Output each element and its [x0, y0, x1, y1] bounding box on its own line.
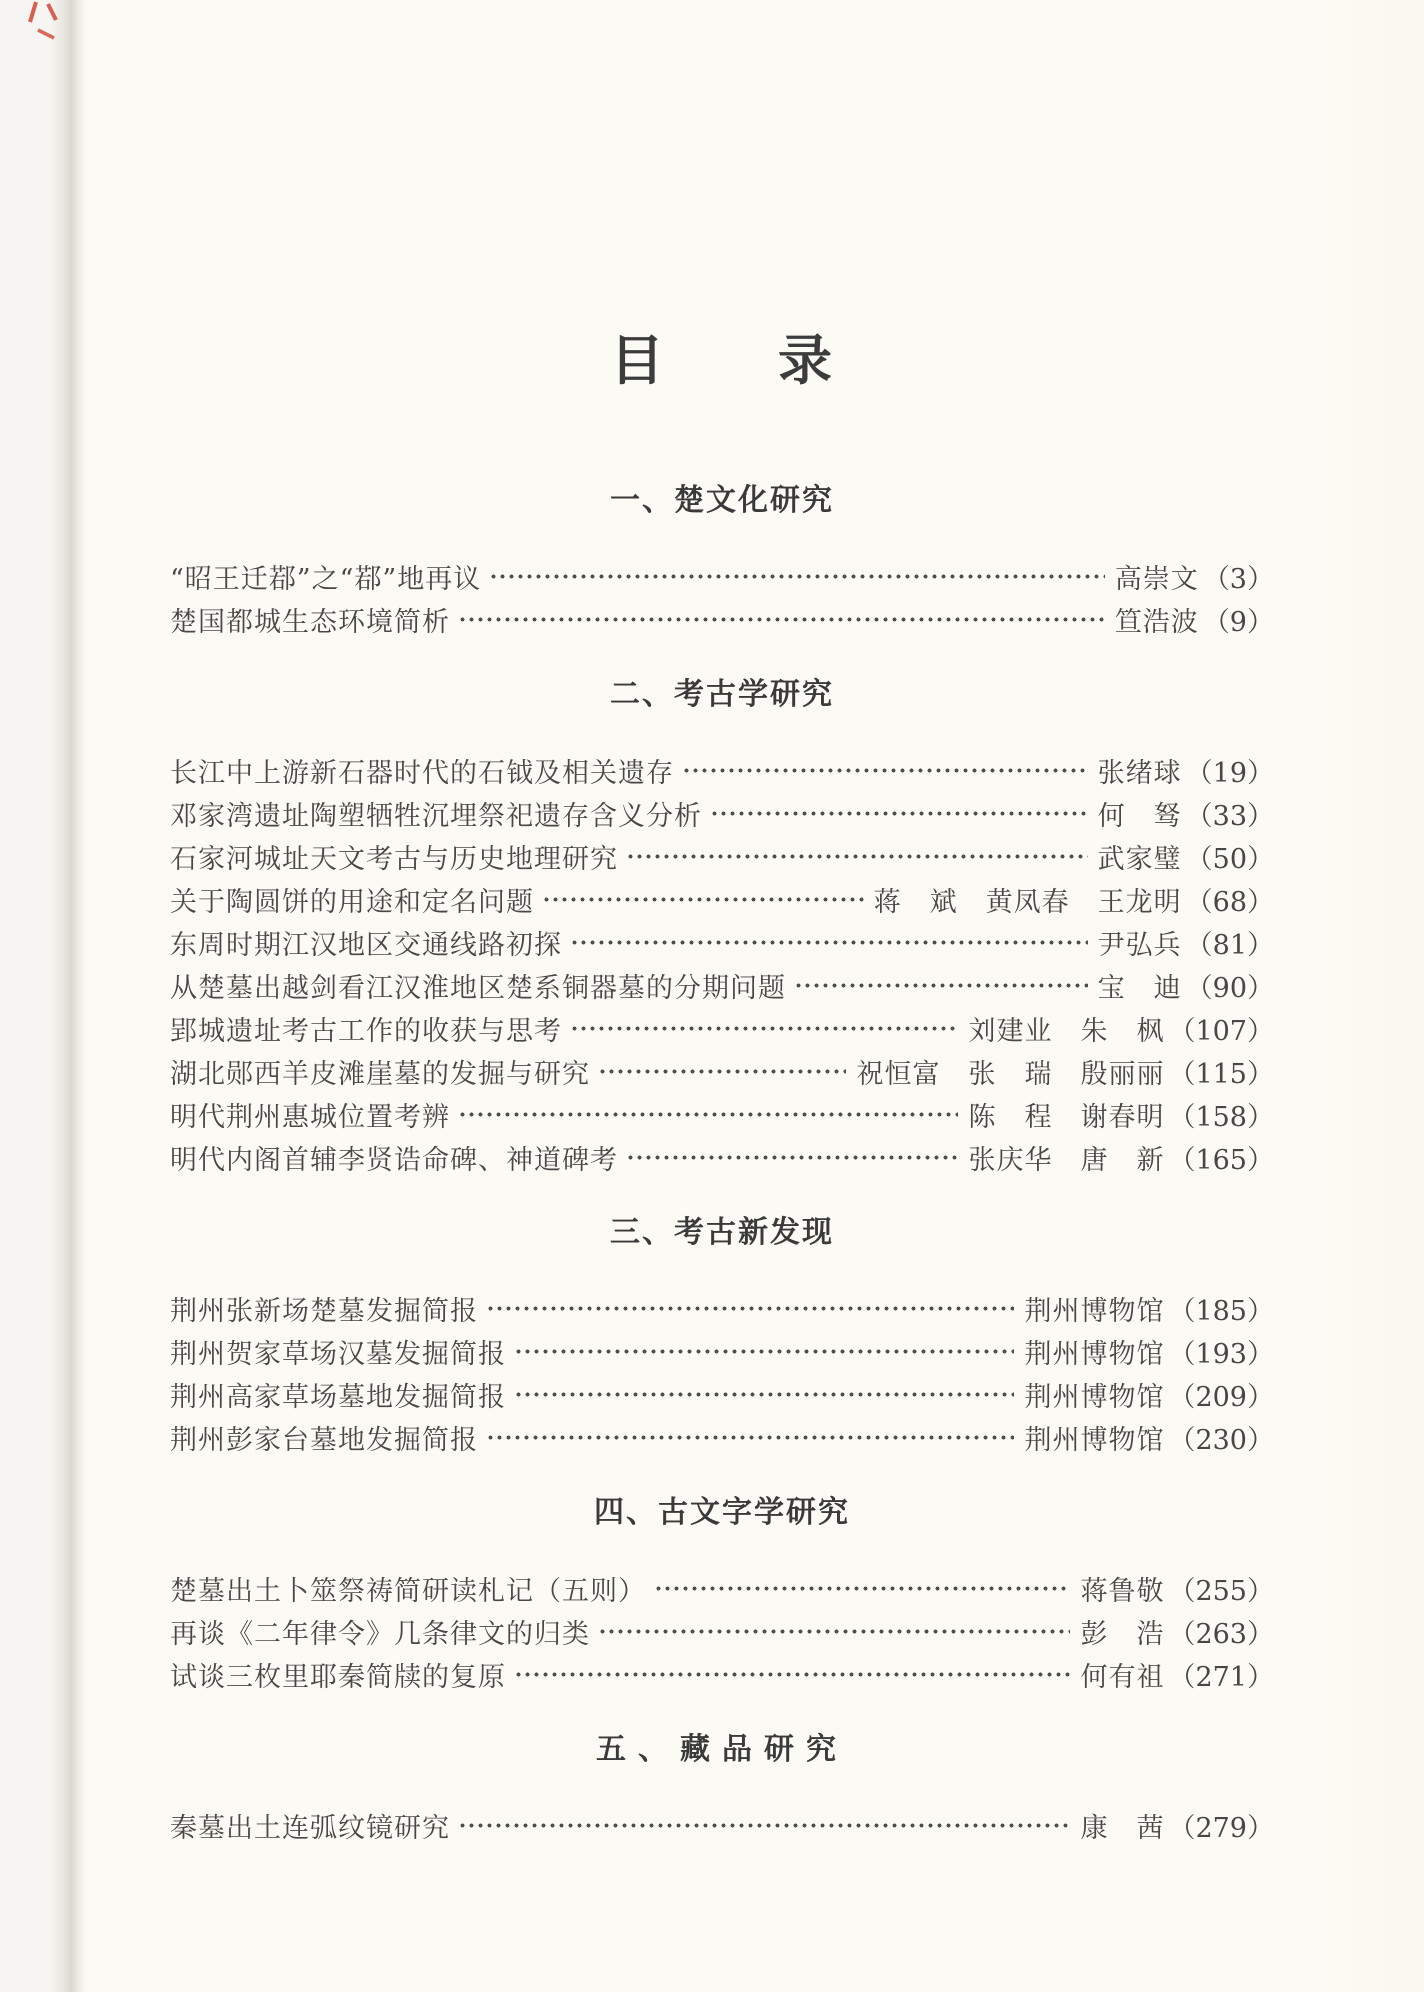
entry-page-number: （230） [1168, 1425, 1274, 1456]
entry-title: 东周时期江汉地区交通线路初探 [170, 930, 562, 961]
entry-title: 石家河城址天文考古与历史地理研究 [170, 844, 618, 875]
toc-entry [170, 749, 1274, 792]
entry-title: 邓家湾遗址陶塑牺牲沉埋祭祀遗存含义分析 [170, 801, 702, 832]
toc-entry [170, 1050, 1274, 1093]
dot-leader [654, 1567, 1070, 1610]
entry-title: 长江中上游新石器时代的石钺及相关遗存 [170, 758, 674, 789]
toc-section [170, 677, 1274, 1179]
entry-authors: 张庆华 唐 新 [968, 1145, 1165, 1176]
entry-authors: 宝 迪 [1097, 973, 1182, 1004]
entry-authors: 笪浩波 [1114, 607, 1199, 638]
section-heading: 一、楚文化研究 [610, 483, 834, 518]
dot-leader [794, 964, 1088, 1007]
dot-leader [458, 598, 1105, 641]
entry-authors: 荆州博物馆 [1024, 1382, 1165, 1413]
entry-authors: 何有祖 [1080, 1662, 1165, 1693]
dot-leader [486, 1416, 1014, 1459]
entry-page-number: （3） [1202, 564, 1274, 595]
entry-page-number: （33） [1185, 801, 1274, 832]
section-heading: 二、考古学研究 [610, 677, 834, 712]
entry-page-number: （271） [1168, 1662, 1274, 1693]
entry-title: 从楚墓出越剑看江汉淮地区楚系铜器墓的分期问题 [170, 973, 786, 1004]
entry-title: 楚墓出土卜筮祭祷简研读札记（五则） [170, 1576, 646, 1607]
entry-authors: 荆州博物馆 [1024, 1296, 1165, 1327]
entry-authors: 何 驽 [1097, 801, 1182, 832]
section-entries [170, 555, 1274, 641]
entry-page-number: （279） [1168, 1813, 1274, 1844]
entry-authors: 康 茜 [1080, 1813, 1165, 1844]
entry-title: 关于陶圆饼的用途和定名问题 [170, 887, 534, 918]
toc-entry [170, 921, 1274, 964]
dot-leader [458, 1093, 958, 1136]
entry-page-number: （68） [1185, 887, 1274, 918]
entry-page-number: （209） [1168, 1382, 1274, 1413]
red-pen-marks [22, 0, 82, 50]
dot-leader [570, 921, 1088, 964]
toc-entry [170, 1804, 1274, 1847]
table-of-contents [170, 0, 1274, 1847]
entry-page-number: （90） [1185, 973, 1274, 1004]
entry-title: 试谈三枚里耶秦简牍的复原 [170, 1662, 506, 1693]
entry-authors: 陈 程 谢春明 [968, 1102, 1165, 1133]
entry-title: 荆州彭家台墓地发掘简报 [170, 1425, 478, 1456]
dot-leader [458, 1804, 1070, 1847]
entry-page-number: （255） [1168, 1576, 1274, 1607]
entry-page-number: （263） [1168, 1619, 1274, 1650]
entry-page-number: （115） [1168, 1059, 1274, 1090]
section-heading: 三、考古新发现 [610, 1215, 834, 1250]
toc-entry [170, 1136, 1274, 1179]
entry-authors: 高崇文 [1114, 564, 1199, 595]
toc-section [170, 1215, 1274, 1459]
entry-page-number: （165） [1168, 1145, 1274, 1176]
toc-sections [170, 483, 1274, 1847]
entry-authors: 刘建业 朱 枫 [968, 1016, 1165, 1047]
entry-page-number: （193） [1168, 1339, 1274, 1370]
entry-authors: 彭 浩 [1080, 1619, 1165, 1650]
toc-title: 目 录 [610, 328, 834, 392]
dot-leader [514, 1653, 1070, 1696]
entry-page-number: （158） [1168, 1102, 1274, 1133]
entry-title: 明代荆州惠城位置考辨 [170, 1102, 450, 1133]
entry-authors: 张绪球 [1097, 758, 1182, 789]
section-heading: 四、古文字学研究 [594, 1495, 850, 1530]
toc-entry [170, 878, 1274, 921]
toc-section [170, 483, 1274, 641]
section-entries [170, 1287, 1274, 1459]
entry-title: 荆州张新场楚墓发掘简报 [170, 1296, 478, 1327]
entry-page-number: （81） [1185, 930, 1274, 961]
toc-entry [170, 1373, 1274, 1416]
entry-page-number: （19） [1185, 758, 1274, 789]
section-entries [170, 749, 1274, 1179]
entry-title: 郢城遗址考古工作的收获与思考 [170, 1016, 562, 1047]
toc-entry [170, 555, 1274, 598]
entry-authors: 尹弘兵 [1097, 930, 1182, 961]
entry-authors: 祝恒富 张 瑞 殷丽丽 [856, 1059, 1165, 1090]
toc-section [170, 1732, 1274, 1847]
dot-leader [486, 1287, 1014, 1330]
toc-entry [170, 1093, 1274, 1136]
toc-entry [170, 1653, 1274, 1696]
entry-authors: 荆州博物馆 [1024, 1425, 1165, 1456]
entry-title: 再谈《二年律令》几条律文的归类 [170, 1619, 590, 1650]
entry-authors: 荆州博物馆 [1024, 1339, 1165, 1370]
dot-leader [542, 878, 864, 921]
section-heading: 五、藏品研究 [596, 1732, 848, 1767]
entry-authors: 蒋 斌 黄凤春 王龙明 [873, 887, 1182, 918]
entry-title: 荆州贺家草场汉墓发掘简报 [170, 1339, 506, 1370]
dot-leader [514, 1373, 1014, 1416]
toc-entry [170, 792, 1274, 835]
entry-page-number: （185） [1168, 1296, 1274, 1327]
entry-title: 楚国都城生态环境简析 [170, 607, 450, 638]
toc-entry [170, 1416, 1274, 1459]
dot-leader [626, 1136, 958, 1179]
toc-entry [170, 1610, 1274, 1653]
entry-page-number: （50） [1185, 844, 1274, 875]
entry-title: 秦墓出土连弧纹镜研究 [170, 1813, 450, 1844]
toc-entry [170, 964, 1274, 1007]
dot-leader [598, 1050, 846, 1093]
dot-leader [489, 555, 1105, 598]
entry-title: “昭王迁鄀”之“鄀”地再议 [170, 564, 482, 595]
dot-leader [598, 1610, 1070, 1653]
entry-page-number: （9） [1202, 607, 1274, 638]
toc-entry [170, 1287, 1274, 1330]
entry-title: 湖北郧西羊皮滩崖墓的发掘与研究 [170, 1059, 590, 1090]
toc-entry [170, 1567, 1274, 1610]
dot-leader [682, 749, 1088, 792]
dot-leader [570, 1007, 958, 1050]
section-entries [170, 1567, 1274, 1696]
toc-entry [170, 598, 1274, 641]
entry-authors: 武家璧 [1097, 844, 1182, 875]
dot-leader [514, 1330, 1014, 1373]
entry-title: 荆州高家草场墓地发掘简报 [170, 1382, 506, 1413]
entry-authors: 蒋鲁敬 [1080, 1576, 1165, 1607]
section-entries [170, 1804, 1274, 1847]
toc-entry [170, 1330, 1274, 1373]
dot-leader [710, 792, 1088, 835]
page-edge-shadow [50, 0, 86, 1992]
entry-title: 明代内阁首辅李贤诰命碑、神道碑考 [170, 1145, 618, 1176]
toc-entry [170, 835, 1274, 878]
toc-entry [170, 1007, 1274, 1050]
entry-page-number: （107） [1168, 1016, 1274, 1047]
toc-section [170, 1495, 1274, 1696]
dot-leader [626, 835, 1088, 878]
